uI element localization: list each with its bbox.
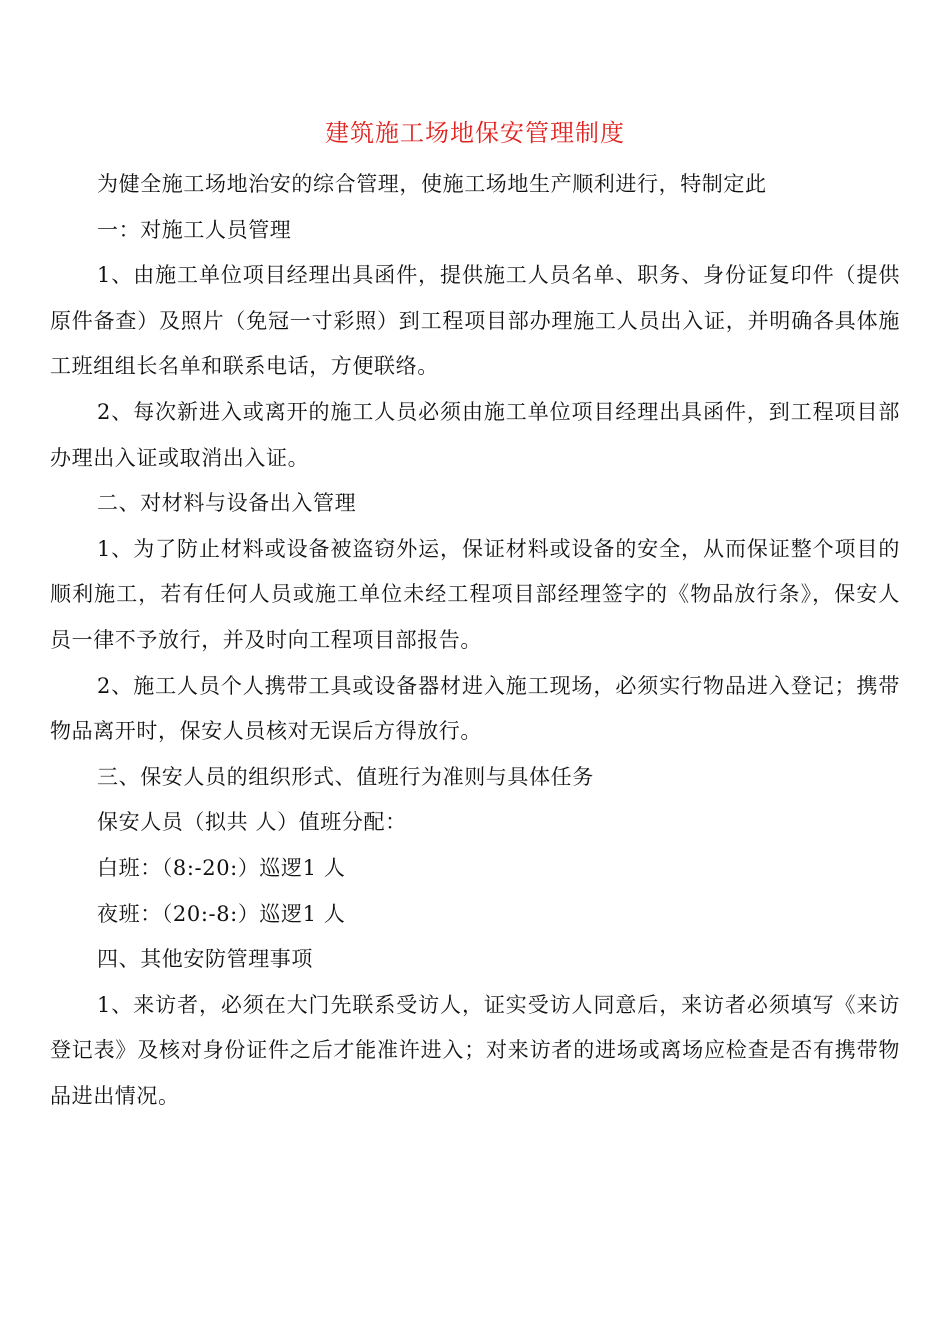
paragraph-4-1: 1、来访者，必须在大门先联系受访人，证实受访人同意后，来访者必须填写《来访登记表》及核对身份证件之后才能准许进入；对来访者的进场或离场应检查是否有携带物品进出情况。 xyxy=(50,992,900,1108)
heading-section-2: 二、对材料与设备出入管理 xyxy=(97,491,357,516)
paragraph-2-2: 2、施工人员个人携带工具或设备器材进入施工现场，必须实行物品进入登记；携带物品离开时，保安人员核对无误后方得放行。 xyxy=(50,673,900,744)
paragraph-2-1: 1、为了防止材料或设备被盗窃外运，保证材料或设备的安全，从而保证整个项目的顺利施工，若有任何人员或施工单位未经工程项目部经理签字的《物品放行条》，保安人员一律不予放行，并及时向工程项目部报告。 xyxy=(50,536,900,652)
paragraph-1-1: 1、由施工单位项目经理出具函件，提供施工人员名单、职务、身份证复印件（提供原件备查）及照片（免冠一寸彩照）到工程项目部办理施工人员出入证，并明确各具体施工班组组长名单和联系电话，方便联络。 xyxy=(50,263,900,379)
paragraph-3-night-shift: 夜班：（20:-8:）巡逻1 人 xyxy=(97,901,346,926)
heading-section-3: 三、保安人员的组织形式、值班行为准则与具体任务 xyxy=(97,764,594,789)
paragraph-intro: 为健全施工场地治安的综合管理，使施工场地生产顺利进行，特制定此 xyxy=(97,172,767,196)
document-body xyxy=(50,162,900,1119)
paragraph-3-day-shift: 白班：（8:-20:）巡逻1 人 xyxy=(97,855,346,880)
paragraph-1-2: 2、每次新进入或离开的施工人员必须由施工单位项目经理出具函件，到工程项目部办理出入证或取消出入证。 xyxy=(50,399,900,470)
heading-section-4: 四、其他安防管理事项 xyxy=(97,947,313,972)
heading-section-1: 一：对施工人员管理 xyxy=(97,217,292,242)
document-title: 建筑施工场地保安管理制度 xyxy=(325,119,625,147)
paragraph-3-staffing: 保安人员（拟共 人）值班分配： xyxy=(97,810,407,835)
